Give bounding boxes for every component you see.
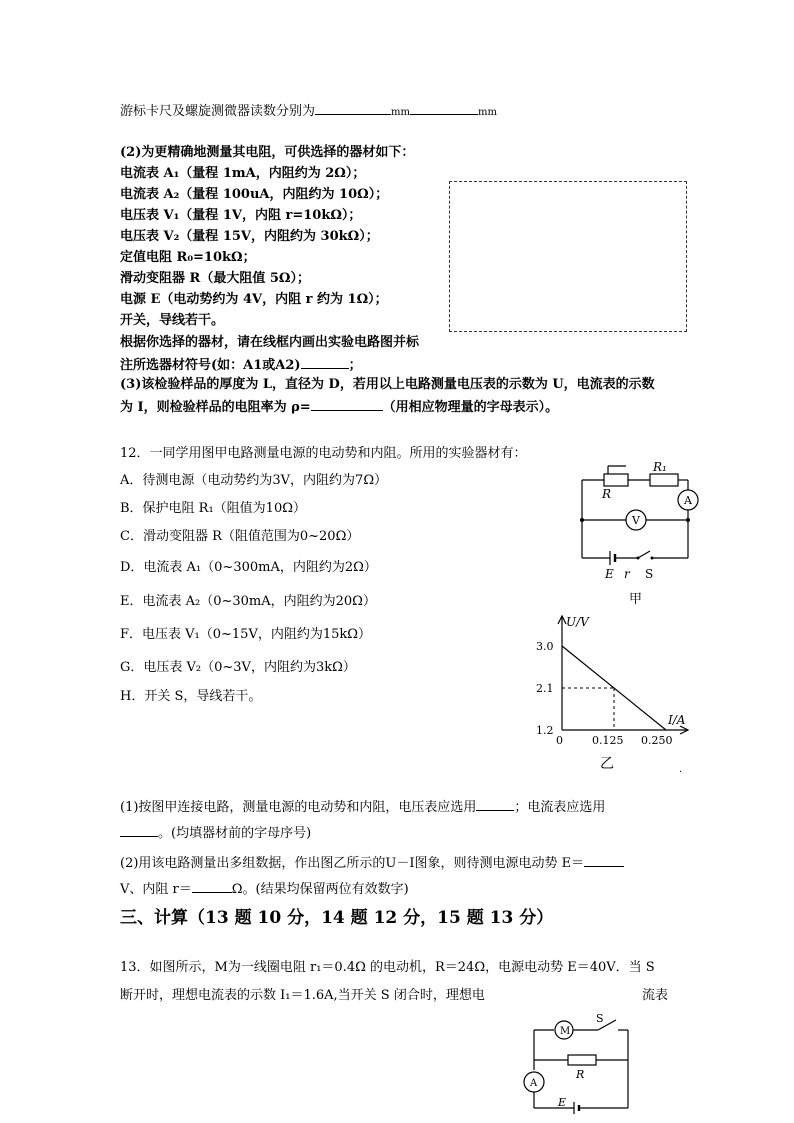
label-E: E — [605, 567, 614, 581]
q13-line-1: 13．如图所示，M为一线圈电阻 r₁＝0.4Ω 的电动机，R＝24Ω，电源电动势 E＝40V．当 S — [120, 960, 655, 975]
circuit-13-diagram — [518, 1008, 638, 1118]
y-tick-label: 2.1 — [536, 682, 554, 695]
stray-dot: . — [679, 764, 683, 775]
circuit-jia-diagram — [570, 458, 700, 608]
q12-sub1-text-c: 。(均填器材前的字母序号) — [158, 826, 312, 841]
part3-line-2-end: （用相应物理量的字母表示）。 — [382, 400, 559, 415]
y-tick-label: 3.0 — [536, 640, 554, 653]
answer-blank-symbols[interactable] — [301, 356, 349, 369]
q12-sub2-line1 — [120, 854, 624, 872]
q12-sub1-text-a: (1)按图甲连接电路，测量电源的电动势和内阻，电压表应选用 — [120, 800, 477, 815]
q12-option: C．滑动变阻器 R（阻值范围为0~20Ω） — [120, 529, 360, 544]
y-axis-label: U/V — [566, 615, 589, 629]
label-A: A — [530, 1078, 538, 1089]
answer-blank-resistivity[interactable] — [311, 398, 383, 411]
section-3-title: 三、计算（13 题 10 分，14 题 12 分，15 题 13 分） — [120, 908, 554, 928]
q12-sub2-text-b: V、内阻 r＝ — [120, 882, 192, 897]
equipment-item: 电压表 V₂（量程 15V，内阻约为 30kΩ）； — [120, 229, 379, 244]
q-top-prefix: 游标卡尺及螺旋测微器读数分别为 — [120, 104, 316, 119]
q12-sub1-line2 — [120, 824, 311, 842]
label-E: E — [558, 1096, 567, 1109]
equipment-item: 电压表 V₁（量程 1V，内阻 r=10kΩ）； — [120, 208, 362, 223]
x-tick-label: 0.125 — [592, 734, 624, 747]
resistor-R1 — [650, 474, 678, 486]
q12-option: E．电流表 A₂（0~30mA，内阻约为20Ω） — [120, 594, 376, 609]
q12-option: H．开关 S，导线若干。 — [120, 689, 262, 704]
caption-jia: 甲 — [629, 592, 643, 607]
q12-option: D．电流表 A₁（0~300mA，内阻约为2Ω） — [120, 560, 377, 575]
label-R: R — [602, 487, 612, 501]
q12-option: A．待测电源（电动势约为3V，内阻约为7Ω） — [120, 473, 388, 488]
y-tick-label: 1.2 — [536, 724, 554, 737]
equipment-item: 电源 E（电动势约为 4V，内阻 r 约为 1Ω）； — [120, 292, 388, 307]
equipment-item: 滑动变阻器 R（最大阻值 5Ω）； — [120, 271, 310, 286]
graph-yi-ui — [520, 608, 700, 776]
instruction-line-2-text: 注所选器材符号(如：A1或A2) — [120, 358, 301, 373]
equipment-item: 电流表 A₁（量程 1mA，内阻约为 2Ω）； — [120, 166, 366, 181]
q12-sub2-text-a: (2)用该电路测量出多组数据，作出图乙所示的U－I图象，则待测电源电动势 E＝ — [120, 856, 585, 871]
q12-sub2-line2 — [120, 880, 409, 898]
part2-intro: (2)为更精确地测量其电阻，可供选择的器材如下： — [120, 145, 415, 160]
answer-blank-2[interactable] — [410, 102, 478, 115]
rheostat-R — [604, 474, 628, 486]
part3-line-2 — [120, 398, 558, 416]
caption-yi: 乙 — [600, 756, 614, 772]
label-S: S — [645, 567, 654, 581]
instruction-line-2-end: ； — [348, 358, 362, 373]
x-tick-label: 0 — [556, 734, 563, 747]
q12-sub1-line1 — [120, 798, 605, 816]
label-A: A — [684, 494, 692, 507]
q13-line-2-tail: 流表 — [642, 988, 669, 1003]
part3-line-2-text: 为 I，则检验样品的电阻率为 ρ= — [120, 400, 311, 415]
label-r: r — [624, 567, 630, 581]
x-tick-label: 0.250 — [641, 734, 673, 747]
answer-blank-1[interactable] — [315, 102, 391, 115]
part3-line-1: (3)该检验样品的厚度为 L，直径为 D，若用以上电路测量电压表的示数为 U，电流表的示数 — [120, 377, 655, 392]
equipment-item: 定值电阻 R₀=10kΩ； — [120, 250, 256, 265]
label-S: S — [596, 1012, 604, 1025]
label-R1: R₁ — [653, 460, 667, 474]
equipment-item: 电流表 A₂（量程 100uA，内阻约为 10Ω）； — [120, 187, 389, 202]
answer-blank-ammeter[interactable] — [120, 824, 158, 837]
q12-sub1-text-b: ；电流表应选用 — [514, 800, 606, 815]
resistor-R — [568, 1055, 596, 1065]
label-M: M — [560, 1026, 571, 1037]
answer-blank-internal-resistance[interactable] — [192, 880, 232, 893]
q13-line-2: 断开时，理想电流表的示数 I₁＝1.6A,当开关 S 闭合时，理想电 — [120, 988, 485, 1003]
answer-blank-voltmeter[interactable] — [476, 798, 514, 811]
q12-option: B．保护电阻 R₁（阻值为10Ω） — [120, 501, 307, 516]
q12-stem: 12．一同学用图甲电路测量电源的电动势和内阻。所用的实验器材有： — [120, 446, 527, 461]
instruction-line-2 — [120, 356, 362, 374]
q12-option: F．电压表 V₁（0~15V，内阻约为15kΩ） — [120, 627, 372, 642]
q-top-line — [120, 102, 497, 121]
label-R: R — [576, 1068, 585, 1081]
unit-1: mm — [391, 107, 410, 118]
instruction-line-1: 根据你选择的器材，请在线框内画出实验电路图并标 — [120, 335, 420, 350]
label-V: V — [632, 514, 640, 527]
x-axis-label: I/A — [668, 713, 686, 727]
unit-2: mm — [477, 107, 497, 118]
circuit-drawing-frame[interactable] — [449, 181, 687, 332]
answer-blank-emf[interactable] — [584, 854, 624, 867]
equipment-item: 开关，导线若干。 — [120, 313, 225, 328]
q12-sub2-text-c: Ω。(结果均保留两位有效数字) — [231, 882, 409, 897]
q12-option: G．电压表 V₂（0~3V，内阻约为3kΩ） — [120, 660, 356, 675]
